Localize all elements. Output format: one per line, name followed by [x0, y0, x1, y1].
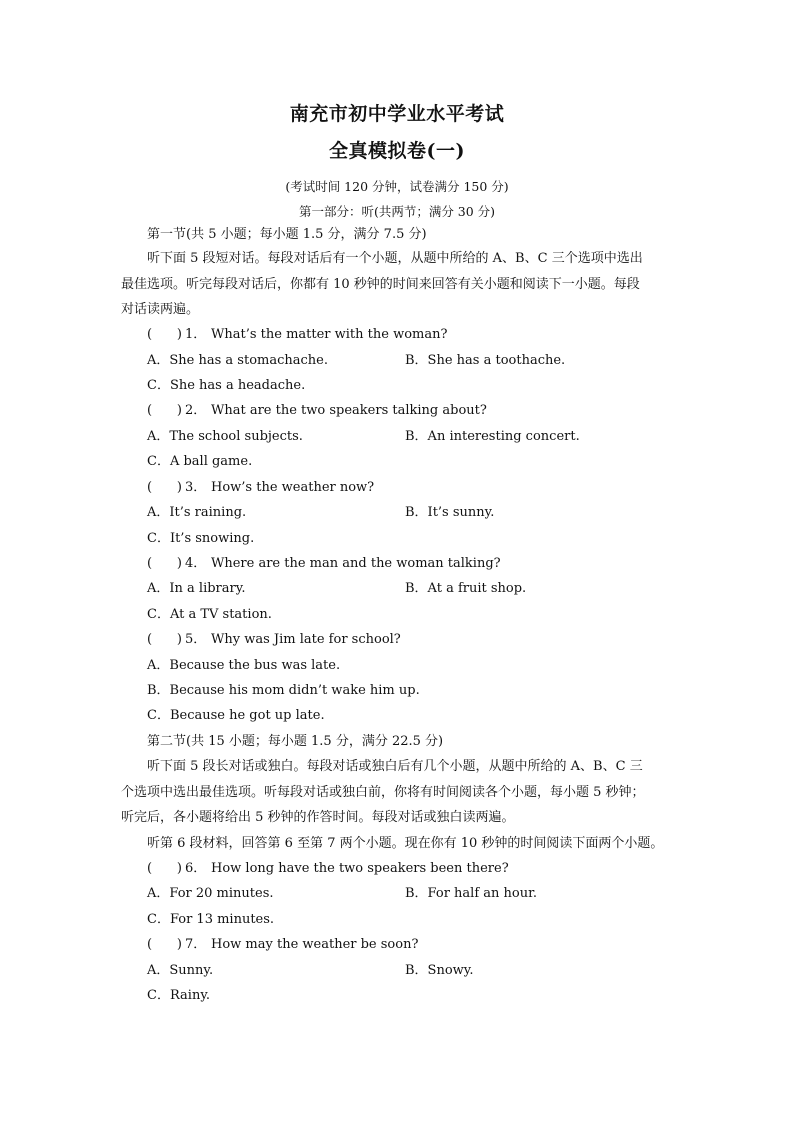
question-text: Where are the man and the woman talking? — [211, 556, 501, 571]
exam-subtitle: 全真模拟卷(一) — [329, 140, 465, 162]
option-a: A．For 20 minutes. — [147, 886, 274, 901]
option-b: B．Snowy. — [405, 963, 474, 978]
question-text: How may the weather be soon? — [211, 937, 419, 952]
answer-blank[interactable]: ( ) — [147, 403, 182, 418]
section2-instruction-line: 个选项中选出最佳选项。听每段对话或独白前，你将有时间阅读各个小题，每小题 5 秒钟； — [121, 785, 645, 800]
answer-blank[interactable]: ( ) — [147, 556, 182, 571]
option-c: C．At a TV station. — [147, 607, 272, 622]
option-a: A．The school subjects. — [147, 429, 303, 444]
part-heading: 第一部分：听(共两节；满分 30 分) — [298, 204, 496, 219]
answer-blank[interactable]: ( ) — [147, 861, 182, 876]
question-text: What’s the matter with the woman? — [211, 327, 448, 342]
question-5 — [147, 632, 707, 648]
question-3 — [147, 480, 707, 496]
question-number: 7． — [185, 937, 207, 952]
question-text: How’s the weather now? — [211, 480, 375, 495]
option-c: C．Rainy. — [147, 988, 211, 1003]
option-b: B．She has a toothache. — [405, 353, 566, 368]
question-number: 4． — [185, 556, 207, 571]
answer-blank[interactable]: ( ) — [147, 937, 182, 952]
question-number: 2． — [185, 403, 207, 418]
question-number: 3． — [185, 480, 207, 495]
section2-instruction-line: 听下面 5 段长对话或独白。每段对话或独白后有几个小题，从题中所给的 A、B、C 三 — [147, 759, 643, 774]
exam-title: 南充市初中学业水平考试 — [289, 103, 505, 125]
section1-heading: 第一节(共 5 小题；每小题 1.5 分，满分 7.5 分) — [147, 227, 427, 242]
option-b: B．For half an hour. — [405, 886, 538, 901]
material-note: 听第 6 段材料，回答第 6 至第 7 两个小题。现在你有 10 秒钟的时间阅读下面两个小题。 — [147, 836, 664, 851]
option-c: C．She has a headache. — [147, 378, 306, 393]
question-number: 6． — [185, 861, 207, 876]
question-text: Why was Jim late for school? — [211, 632, 401, 647]
section1-instruction-line: 对话读两遍。 — [121, 302, 200, 317]
option-b: B．Because his mom didn’t wake him up. — [147, 683, 420, 698]
question-text: What are the two speakers talking about? — [211, 403, 487, 418]
section1-instruction-line: 最佳选项。听完每段对话后，你都有 10 秒钟的时间来回答有关小题和阅读下一小题。每段 — [121, 277, 640, 292]
option-a: A．Because the bus was late. — [147, 658, 341, 673]
section2-heading: 第二节(共 15 小题；每小题 1.5 分，满分 22.5 分) — [147, 734, 444, 749]
option-c: C．It’s snowing. — [147, 531, 255, 546]
question-text: How long have the two speakers been there? — [211, 861, 509, 876]
section1-instruction-line: 听下面 5 段短对话。每段对话后有一个小题，从题中所给的 A、B、C 三个选项中选出 — [147, 251, 643, 266]
question-4 — [147, 556, 707, 572]
option-b: B．It’s sunny. — [405, 505, 495, 520]
option-b: B．An interesting concert. — [405, 429, 580, 444]
option-a: A．It’s raining. — [147, 505, 247, 520]
question-number: 1． — [185, 327, 207, 342]
answer-blank[interactable]: ( ) — [147, 480, 182, 495]
question-number: 5． — [185, 632, 207, 647]
question-1 — [147, 327, 707, 343]
option-a: A．She has a stomachache. — [147, 353, 328, 368]
answer-blank[interactable]: ( ) — [147, 327, 182, 342]
question-7 — [147, 937, 707, 953]
question-2 — [147, 403, 707, 419]
option-a: A．In a library. — [147, 581, 246, 596]
option-c: C．Because he got up late. — [147, 708, 325, 723]
option-a: A．Sunny. — [147, 963, 214, 978]
question-6 — [147, 861, 707, 877]
exam-info: (考试时间 120 分钟，试卷满分 150 分) — [285, 179, 509, 194]
section2-instruction-line: 听完后，各小题将给出 5 秒钟的作答时间。每段对话或独白读两遍。 — [121, 810, 515, 825]
option-b: B．At a fruit shop. — [405, 581, 527, 596]
option-c: C．For 13 minutes. — [147, 912, 275, 927]
option-c: C．A ball game. — [147, 454, 253, 469]
answer-blank[interactable]: ( ) — [147, 632, 182, 647]
